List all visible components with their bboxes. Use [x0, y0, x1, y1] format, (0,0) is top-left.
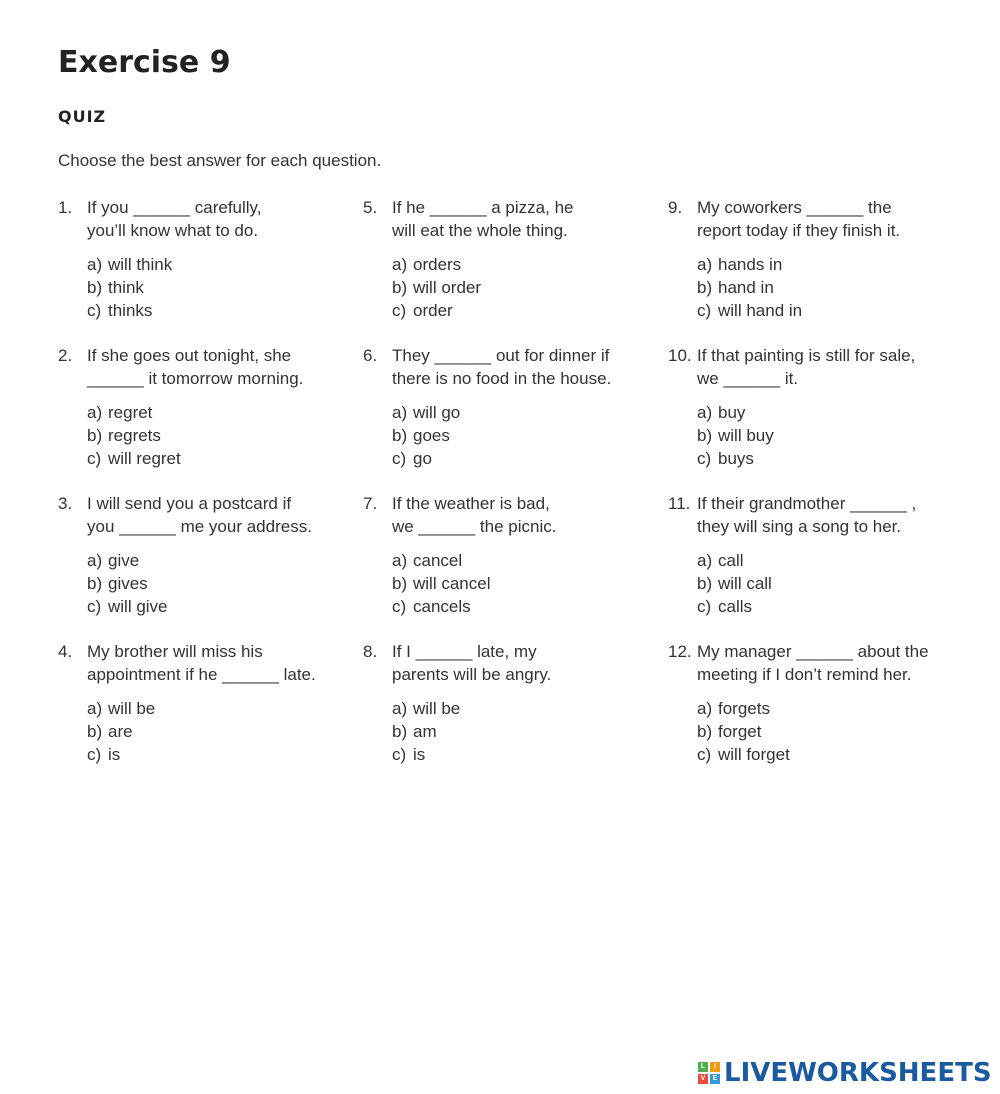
- question-text: If he ______ a pizza, he will eat the whole thing.: [392, 198, 574, 240]
- option-text: will buy: [718, 426, 774, 445]
- answer-option[interactable]: [697, 697, 958, 720]
- option-text: orders: [413, 255, 462, 274]
- option-letter: b): [87, 426, 103, 445]
- answer-option[interactable]: [87, 299, 363, 322]
- question-text: If their grandmother ______ , they will sing a song to her.: [697, 494, 917, 536]
- question-3: [58, 492, 363, 640]
- option-letter: b): [87, 722, 103, 741]
- option-text: calls: [718, 597, 753, 616]
- option-text: cancel: [413, 551, 463, 570]
- logo-cube: V: [698, 1074, 708, 1084]
- question-text: I will send you a postcard if you ______ me your address.: [87, 494, 312, 536]
- answer-option[interactable]: [87, 743, 363, 766]
- question-4: [58, 640, 363, 788]
- question-6: [363, 344, 668, 492]
- answer-option[interactable]: [87, 572, 363, 595]
- option-text: will cancel: [413, 574, 491, 593]
- answer-option[interactable]: [392, 401, 668, 424]
- answer-option[interactable]: [697, 276, 958, 299]
- option-text: cancels: [413, 597, 471, 616]
- option-letter: a): [392, 699, 408, 718]
- questions-grid: [58, 196, 958, 788]
- option-letter: c): [392, 301, 407, 320]
- option-letter: b): [87, 278, 103, 297]
- answer-option[interactable]: [697, 720, 958, 743]
- answer-options: [87, 401, 363, 470]
- option-letter: b): [392, 426, 408, 445]
- answer-option[interactable]: [697, 572, 958, 595]
- question-1: [58, 196, 363, 344]
- question-number: 10.: [668, 346, 692, 365]
- question-7: [363, 492, 668, 640]
- answer-option[interactable]: [87, 720, 363, 743]
- answer-option[interactable]: [392, 253, 668, 276]
- option-letter: a): [87, 255, 103, 274]
- answer-option[interactable]: [392, 424, 668, 447]
- option-letter: a): [392, 255, 408, 274]
- option-text: hand in: [718, 278, 774, 297]
- answer-option[interactable]: [697, 299, 958, 322]
- question-text: If you ______ carefully, you’ll know what to do.: [87, 198, 262, 240]
- answer-options: [87, 253, 363, 322]
- option-text: is: [108, 745, 121, 764]
- question-number: 11.: [668, 494, 691, 513]
- option-letter: c): [392, 745, 407, 764]
- question-number: 5.: [363, 198, 378, 217]
- option-letter: c): [392, 597, 407, 616]
- answer-options: [697, 549, 958, 618]
- answer-option[interactable]: [697, 447, 958, 470]
- question-text: They ______ out for dinner if there is no food in the house.: [392, 346, 612, 388]
- question-11: [668, 492, 958, 640]
- option-text: order: [413, 301, 453, 320]
- option-text: call: [718, 551, 744, 570]
- question-text: My manager ______ about the meeting if I don’t remind her.: [697, 642, 929, 684]
- question-8: [363, 640, 668, 788]
- option-letter: a): [87, 403, 103, 422]
- answer-option[interactable]: [392, 549, 668, 572]
- option-letter: c): [392, 449, 407, 468]
- option-letter: b): [697, 426, 713, 445]
- option-text: will order: [413, 278, 482, 297]
- option-text: regret: [108, 403, 153, 422]
- option-text: will call: [718, 574, 772, 593]
- answer-option[interactable]: [87, 549, 363, 572]
- option-letter: a): [392, 551, 408, 570]
- option-text: forget: [718, 722, 762, 741]
- answer-options: [697, 253, 958, 322]
- answer-option[interactable]: [87, 424, 363, 447]
- answer-option[interactable]: [87, 253, 363, 276]
- option-text: buys: [718, 449, 754, 468]
- option-text: is: [413, 745, 426, 764]
- option-letter: b): [697, 574, 713, 593]
- option-text: will be: [108, 699, 156, 718]
- answer-options: [392, 253, 668, 322]
- logo-cube: L: [698, 1062, 708, 1072]
- question-number: 12.: [668, 642, 692, 661]
- option-text: thinks: [108, 301, 153, 320]
- logo-text: LIVEWORKSHEETS: [724, 1058, 992, 1088]
- liveworksheets-logo[interactable]: [698, 1058, 992, 1088]
- question-number: 9.: [668, 198, 683, 217]
- option-text: will be: [413, 699, 461, 718]
- option-letter: c): [87, 301, 102, 320]
- logo-cube: I: [710, 1062, 720, 1072]
- answer-option[interactable]: [392, 697, 668, 720]
- question-9: [668, 196, 958, 344]
- option-letter: c): [87, 597, 102, 616]
- option-letter: c): [697, 449, 712, 468]
- answer-option[interactable]: [697, 424, 958, 447]
- question-number: 1.: [58, 198, 73, 217]
- option-letter: b): [697, 722, 713, 741]
- answer-option[interactable]: [697, 401, 958, 424]
- option-letter: b): [87, 574, 103, 593]
- option-text: go: [413, 449, 432, 468]
- option-letter: c): [697, 745, 712, 764]
- option-text: regrets: [108, 426, 161, 445]
- answer-option[interactable]: [392, 447, 668, 470]
- question-text: If that painting is still for sale, we ______ it.: [697, 346, 916, 388]
- answer-options: [87, 697, 363, 766]
- option-text: will go: [413, 403, 461, 422]
- option-text: give: [108, 551, 140, 570]
- question-text: If she goes out tonight, she ______ it tomorrow morning.: [87, 346, 304, 388]
- question-2: [58, 344, 363, 492]
- answer-option[interactable]: [697, 595, 958, 618]
- option-text: think: [108, 278, 144, 297]
- answer-option[interactable]: [697, 549, 958, 572]
- option-text: hands in: [718, 255, 783, 274]
- quiz-subtitle: QUIZ: [58, 107, 107, 126]
- question-number: 8.: [363, 642, 378, 661]
- option-text: goes: [413, 426, 450, 445]
- question-number: 2.: [58, 346, 73, 365]
- option-letter: c): [87, 745, 102, 764]
- question-text: My coworkers ______ the report today if they finish it.: [697, 198, 901, 240]
- question-5: [363, 196, 668, 344]
- option-letter: b): [392, 722, 408, 741]
- option-letter: b): [392, 574, 408, 593]
- answer-option[interactable]: [87, 276, 363, 299]
- answer-option[interactable]: [87, 401, 363, 424]
- answer-option[interactable]: [87, 697, 363, 720]
- option-letter: c): [87, 449, 102, 468]
- option-text: forgets: [718, 699, 770, 718]
- question-12: [668, 640, 958, 788]
- answer-options: [392, 401, 668, 470]
- answer-option[interactable]: [392, 299, 668, 322]
- option-letter: a): [697, 699, 713, 718]
- question-number: 7.: [363, 494, 378, 513]
- question-text: If the weather is bad, we ______ the picnic.: [392, 494, 557, 536]
- question-number: 6.: [363, 346, 378, 365]
- option-text: gives: [108, 574, 148, 593]
- option-letter: c): [697, 301, 712, 320]
- answer-option[interactable]: [392, 595, 668, 618]
- answer-option[interactable]: [697, 253, 958, 276]
- option-letter: a): [392, 403, 408, 422]
- answer-options: [392, 697, 668, 766]
- option-text: will hand in: [718, 301, 803, 320]
- option-text: will give: [108, 597, 168, 616]
- logo-cube: E: [710, 1074, 720, 1084]
- instructions-text: Choose the best answer for each question.: [58, 151, 382, 170]
- answer-option[interactable]: [697, 743, 958, 766]
- logo-cubes-icon: [698, 1062, 720, 1084]
- option-text: am: [413, 722, 437, 741]
- answer-options: [697, 401, 958, 470]
- option-letter: a): [87, 551, 103, 570]
- option-text: will forget: [718, 745, 790, 764]
- question-10: [668, 344, 958, 492]
- question-number: 4.: [58, 642, 73, 661]
- option-letter: b): [697, 278, 713, 297]
- question-text: If I ______ late, my parents will be angry.: [392, 642, 552, 684]
- answer-options: [697, 697, 958, 766]
- answer-option[interactable]: [392, 572, 668, 595]
- option-letter: b): [392, 278, 408, 297]
- answer-option[interactable]: [87, 595, 363, 618]
- page-title: Exercise 9: [58, 45, 231, 80]
- answer-options: [392, 549, 668, 618]
- answer-option[interactable]: [87, 447, 363, 470]
- answer-option[interactable]: [392, 720, 668, 743]
- option-text: buy: [718, 403, 746, 422]
- option-letter: c): [697, 597, 712, 616]
- option-letter: a): [697, 551, 713, 570]
- option-text: are: [108, 722, 133, 741]
- option-letter: a): [697, 255, 713, 274]
- question-text: My brother will miss his appointment if he ______ late.: [87, 642, 316, 684]
- option-letter: a): [87, 699, 103, 718]
- answer-options: [87, 549, 363, 618]
- option-text: will regret: [108, 449, 181, 468]
- option-text: will think: [108, 255, 173, 274]
- option-letter: a): [697, 403, 713, 422]
- answer-option[interactable]: [392, 276, 668, 299]
- answer-option[interactable]: [392, 743, 668, 766]
- question-number: 3.: [58, 494, 73, 513]
